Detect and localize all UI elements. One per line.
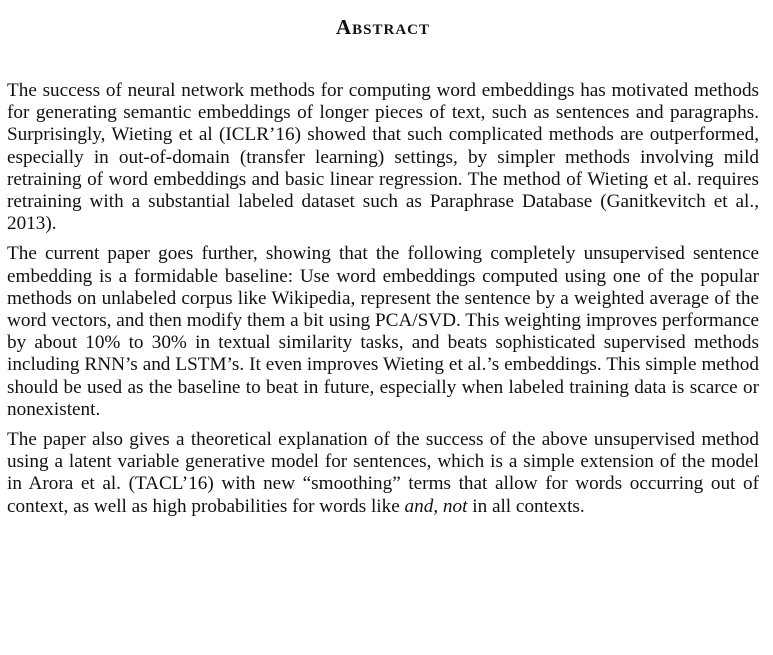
paragraph-text: in all contexts.	[467, 495, 585, 517]
emphasized-word: and	[404, 495, 434, 517]
abstract-paragraph-1: The success of neural network methods for computing word embeddings has motivated methods for generating semantic embeddings of longer pieces of text, such as sentences and paragraphs. Surprisingly, Wieting et al (ICLR’16) showed that such complicated methods are outperformed, especially in out-of-domain (transfer learning) settings, by simpler methods involving mild retraining of word embeddings and basic linear regression. The method of Wieting et al. requires retraining with a substantial labeled dataset such as Paraphrase Database (Ganitkevitch et al., 2013).	[7, 80, 759, 235]
abstract-paragraph-2: The current paper goes further, showing that the following completely unsupervised sentence embedding is a formidable baseline: Use word embeddings computed using one of the popular methods on unlabeled corpus like Wikipedia, represent the sentence by a weighted average of the word vectors, and then modify them a bit using PCA/SVD. This weighting improves performance by about 10% to 30% in textual similarity tasks, and beats sophisticated supervised methods including RNN’s and LSTM’s. It even improves Wieting et al.’s embeddings. This simple method should be used as the baseline to beat in future, especially when labeled training data is scarce or nonexistent.	[7, 243, 759, 420]
paragraph-text: ,	[433, 495, 443, 517]
abstract-paragraph-3	[7, 429, 759, 518]
section-title: Abstract	[335, 15, 431, 39]
paragraph-text: The paper also gives a theoretical explanation of the success of the above unsupervised method using a latent variable generative model for sentences, which is a simple extension of the model in Arora et al. (TACL’16) with new “smoothing” terms that allow for words occurring out of context, as well as high probabilities for words like	[7, 429, 759, 517]
emphasized-word: not	[442, 495, 468, 517]
abstract-section	[7, 14, 759, 526]
